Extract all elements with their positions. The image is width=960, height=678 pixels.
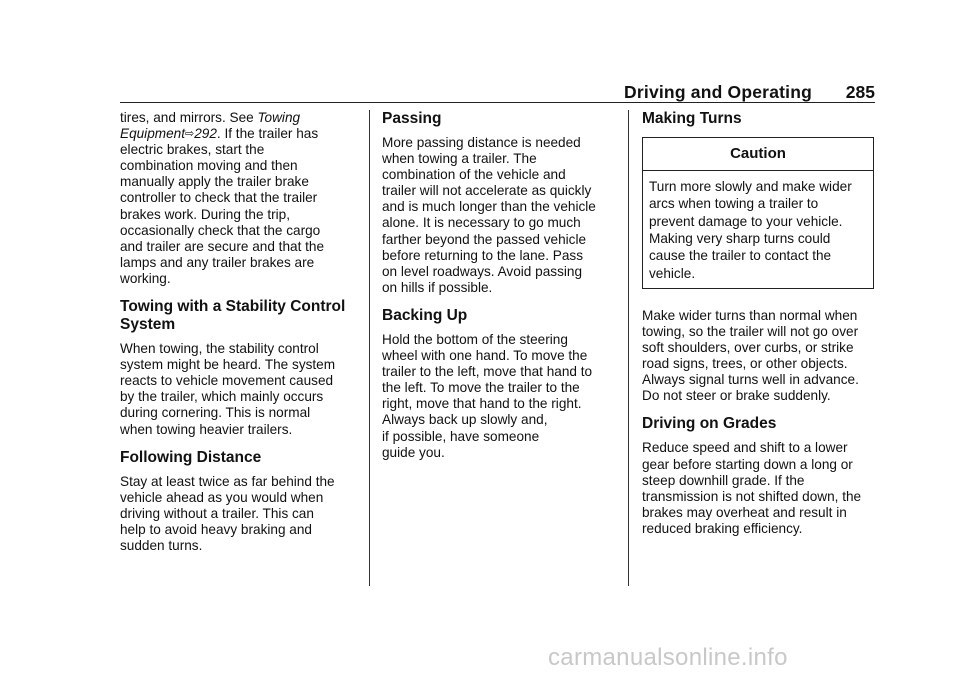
caution-line: Turn more slowly and make wider xyxy=(649,179,852,195)
body-line: reacts to vehicle movement caused xyxy=(120,373,334,389)
backing-up-heading: Backing Up xyxy=(382,306,468,324)
caution-box xyxy=(642,137,874,289)
header-rule xyxy=(120,102,875,103)
backing-up-paragraph xyxy=(382,332,618,461)
body-line: on hills if possible. xyxy=(382,279,493,295)
body-line: farther beyond the passed vehicle xyxy=(382,231,587,247)
page-reference-arrow-icon: ⇨ xyxy=(185,128,195,141)
body-line: and is much longer than the vehicle xyxy=(382,199,596,215)
body-line: reduced braking efficiency. xyxy=(642,520,803,536)
body-line: guide you. xyxy=(382,444,445,460)
intro-line: electric brakes, start the xyxy=(120,142,265,158)
body-line: when towing heavier trailers. xyxy=(120,421,293,437)
intro-line-2 xyxy=(120,126,360,142)
body-line: towing, so the trailer will not go over xyxy=(642,323,859,339)
intro-line: combination moving and then xyxy=(120,158,298,174)
intro-line: lamps and any trailer brakes are xyxy=(120,254,315,270)
body-line: during cornering. This is normal xyxy=(120,405,311,421)
body-line: transmission is not shifted down, the xyxy=(642,488,862,504)
caution-line: arcs when towing a trailer to xyxy=(649,196,819,212)
passing-heading: Passing xyxy=(382,110,442,127)
body-line: wheel with one hand. To move the xyxy=(382,348,588,364)
body-line: Always signal turns well in advance. xyxy=(642,372,859,388)
page-number: 285 xyxy=(845,82,875,102)
intro-line-1 xyxy=(120,110,360,126)
page-reference-link[interactable]: 292 xyxy=(194,126,217,142)
body-line: Always back up slowly and, xyxy=(382,412,548,428)
intro-text: tires, and mirrors. See xyxy=(120,110,258,125)
body-line: gear before starting down a long or xyxy=(642,456,853,472)
column-3 xyxy=(642,110,876,537)
driving-on-grades-heading: Driving on Grades xyxy=(642,415,777,433)
body-line: alone. It is necessary to go much xyxy=(382,215,581,231)
column-divider-1 xyxy=(369,110,370,586)
body-line: More passing distance is needed xyxy=(382,135,581,150)
body-line: Reduce speed and shift to a lower xyxy=(642,440,848,456)
heading-line: Towing with a Stability Control xyxy=(120,298,346,316)
body-line: brakes may overheat and result in xyxy=(642,504,847,520)
body-line: Stay at least twice as far behind the xyxy=(120,473,335,489)
body-line: trailer will not accelerate as quickly xyxy=(382,183,592,199)
driving-on-grades-paragraph xyxy=(642,440,876,537)
body-line: before returning to the lane. Pass xyxy=(382,247,584,263)
caution-line: prevent damage to your vehicle. xyxy=(649,213,843,229)
body-line: driving without a trailer. This can xyxy=(120,505,314,521)
following-distance-paragraph xyxy=(120,474,360,554)
body-line: soft shoulders, over curbs, or strike xyxy=(642,340,854,356)
intro-line: brakes work. During the trip, xyxy=(120,206,290,222)
body-line: when towing a trailer. The xyxy=(382,151,537,167)
intro-line: occasionally check that the cargo xyxy=(120,222,321,238)
caution-line: vehicle. xyxy=(649,265,696,281)
towing-equipment-link-part1[interactable]: Towing xyxy=(257,110,301,125)
towing-equipment-link-part2[interactable]: Equipment xyxy=(120,126,185,142)
making-turns-paragraph xyxy=(642,308,876,405)
caution-line: cause the trailer to contact the xyxy=(649,248,832,264)
body-line: Make wider turns than normal when xyxy=(642,307,858,323)
body-line: When towing, the stability control xyxy=(120,341,319,357)
intro-line: controller to check that the trailer xyxy=(120,190,318,206)
intro-line: and trailer are secure and that the xyxy=(120,238,325,254)
stability-control-paragraph xyxy=(120,341,360,438)
section-title: Driving and Operating xyxy=(624,82,812,102)
watermark: carmanualsonline.info xyxy=(548,644,788,671)
intro-line: manually apply the trailer brake xyxy=(120,174,309,190)
making-turns-heading: Making Turns xyxy=(642,110,742,127)
body-line: trailer to the left, move that hand to xyxy=(382,364,593,380)
body-line: Hold the bottom of the steering xyxy=(382,331,568,347)
body-line: the left. To move the trailer to the xyxy=(382,380,580,396)
heading-line: System xyxy=(120,316,176,334)
following-distance-heading: Following Distance xyxy=(120,448,262,466)
body-line: on level roadways. Avoid passing xyxy=(382,263,583,279)
body-line: vehicle ahead as you would when xyxy=(120,489,324,505)
body-line: Do not steer or brake suddenly. xyxy=(642,388,831,404)
caution-title: Caution xyxy=(643,138,873,171)
intro-line: working. xyxy=(120,270,171,286)
body-line: system might be heard. The system xyxy=(120,357,336,373)
body-line: by the trailer, which mainly occurs xyxy=(120,389,324,405)
body-line: if possible, have someone xyxy=(382,428,540,444)
caution-body xyxy=(643,171,873,288)
passing-paragraph xyxy=(382,135,618,296)
intro-text-cont: . If the trailer has xyxy=(216,126,319,142)
column-divider-2 xyxy=(628,110,629,586)
body-line: right, move that hand to the right. xyxy=(382,396,582,412)
column-1 xyxy=(120,110,360,554)
body-line: steep downhill grade. If the xyxy=(642,472,805,488)
column-2 xyxy=(382,110,618,461)
caution-line: Making very sharp turns could xyxy=(649,230,831,246)
body-line: road signs, trees, or other objects. xyxy=(642,356,848,372)
intro-paragraph xyxy=(120,110,360,287)
body-line: combination of the vehicle and xyxy=(382,167,566,183)
body-line: help to avoid heavy braking and xyxy=(120,521,312,537)
stability-control-heading xyxy=(120,298,360,334)
body-line: sudden turns. xyxy=(120,537,203,553)
